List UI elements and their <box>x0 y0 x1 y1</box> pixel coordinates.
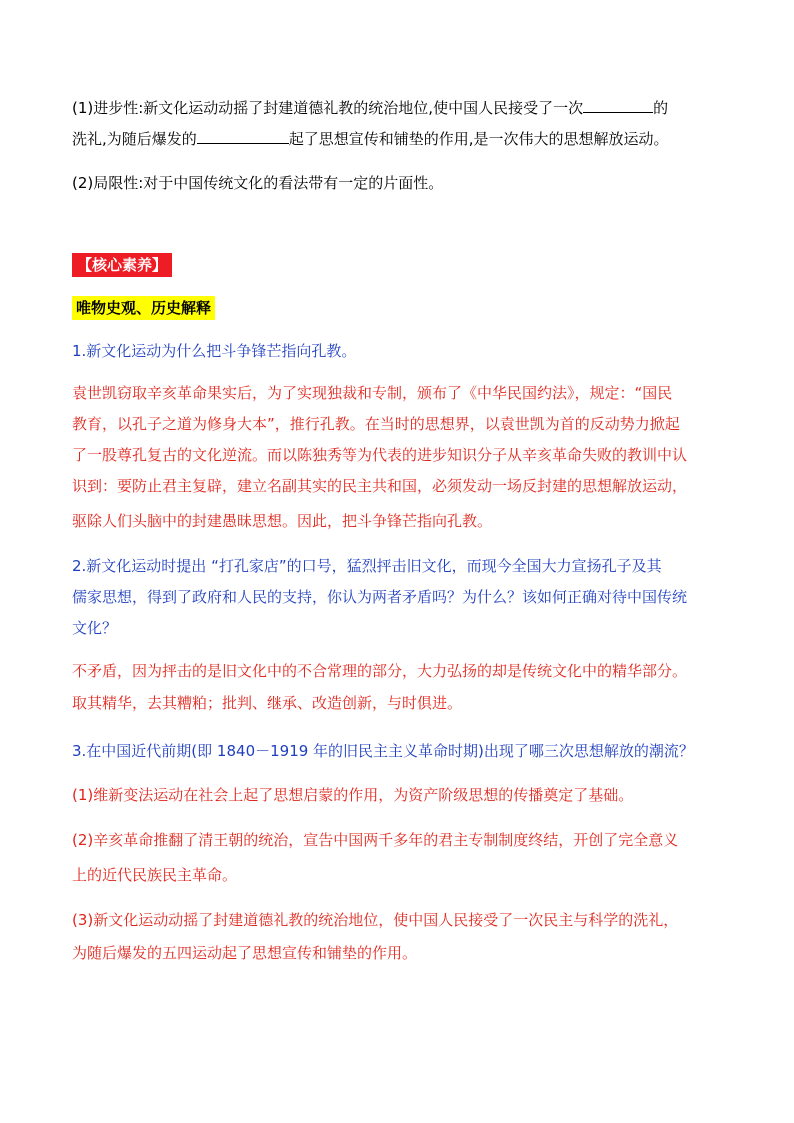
question-3: 3.在中国近代前期(即 1840－1919 年的旧民主主义革命时期)出现了哪三次思想解放的潮流？ <box>72 742 694 760</box>
intro-item-1-line-1 <box>72 96 732 119</box>
core-literacy-heading: 【核心素养】 <box>72 253 172 277</box>
question-2-line-2: 儒家思想，得到了政府和人民的支持，你认为两者矛盾吗？为什么？该如何正确对待中国传统 <box>72 588 688 606</box>
answer-1-line-5: 驱除人们头脑中的封建愚昧思想。因此，把斗争锋芒指向孔教。 <box>72 512 493 530</box>
answer-3-line-3: 上的近代民族民主革命。 <box>72 866 238 884</box>
question-2-line-1: 2.新文化运动时提出 “打孔家店”的口号，猛烈抨击旧文化，而现今全国大力宣扬孔子及其 <box>72 557 662 575</box>
answer-2-line-1: 不矛盾，因为抨击的是旧文化中的不合常理的部分，大力弘扬的却是传统文化中的精华部分。 <box>72 662 688 680</box>
question-1: 1.新文化运动为什么把斗争锋芒指向孔教。 <box>72 342 357 360</box>
intro-item-1-text-b: 的 <box>653 99 669 117</box>
intro-item-1-line-2 <box>72 127 732 150</box>
question-2-line-3: 文化？ <box>72 619 118 637</box>
intro-item-2: (2)局限性:对于中国传统文化的看法带有一定的片面性。 <box>72 174 444 192</box>
intro-item-1-text-d: 起了思想宣传和铺垫的作用,是一次伟大的思想解放运动。 <box>288 130 669 148</box>
answer-1-line-2: 教育，以孔子之道为修身大本”，推行孔教。在当时的思想界，以袁世凯为首的反动势力掀起 <box>72 415 680 433</box>
answer-3-line-2: (2)辛亥革命推翻了清王朝的统治，宣告中国两千多年的君主专制制度终结，开创了完全意义 <box>72 831 679 849</box>
core-literacy-subheading: 唯物史观、历史解释 <box>72 296 215 320</box>
intro-item-1-text-a: (1)进步性:新文化运动动摇了封建道德礼教的统治地位,使中国人民接受了一次 <box>72 99 584 117</box>
answer-1-line-3: 了一股尊孔复古的文化逆流。而以陈独秀等为代表的进步知识分子从辛亥革命失败的教训中认 <box>72 446 688 464</box>
answer-2-line-2: 取其精华，去其糟粕；批判、继承、改造创新，与时俱进。 <box>72 694 463 712</box>
answer-3-line-1: (1)维新变法运动在社会上起了思想启蒙的作用，为资产阶级思想的传播奠定了基础。 <box>72 786 634 804</box>
fill-blank-2 <box>197 127 289 144</box>
intro-item-1-text-c: 洗礼,为随后爆发的 <box>72 130 197 148</box>
fill-blank-1 <box>583 96 653 113</box>
answer-1-line-4: 识到：要防止君主复辟，建立名副其实的民主共和国，必须发动一场反封建的思想解放运动， <box>72 477 688 495</box>
answer-3-line-4: (3)新文化运动动摇了封建道德礼教的统治地位，使中国人民接受了一次民主与科学的洗礼， <box>72 911 679 929</box>
answer-1-line-1: 袁世凯窃取辛亥革命果实后，为了实现独裁和专制，颁布了《中华民国约法》，规定：“国民 <box>72 384 673 402</box>
answer-3-line-5: 为随后爆发的五四运动起了思想宣传和铺垫的作用。 <box>72 944 418 962</box>
